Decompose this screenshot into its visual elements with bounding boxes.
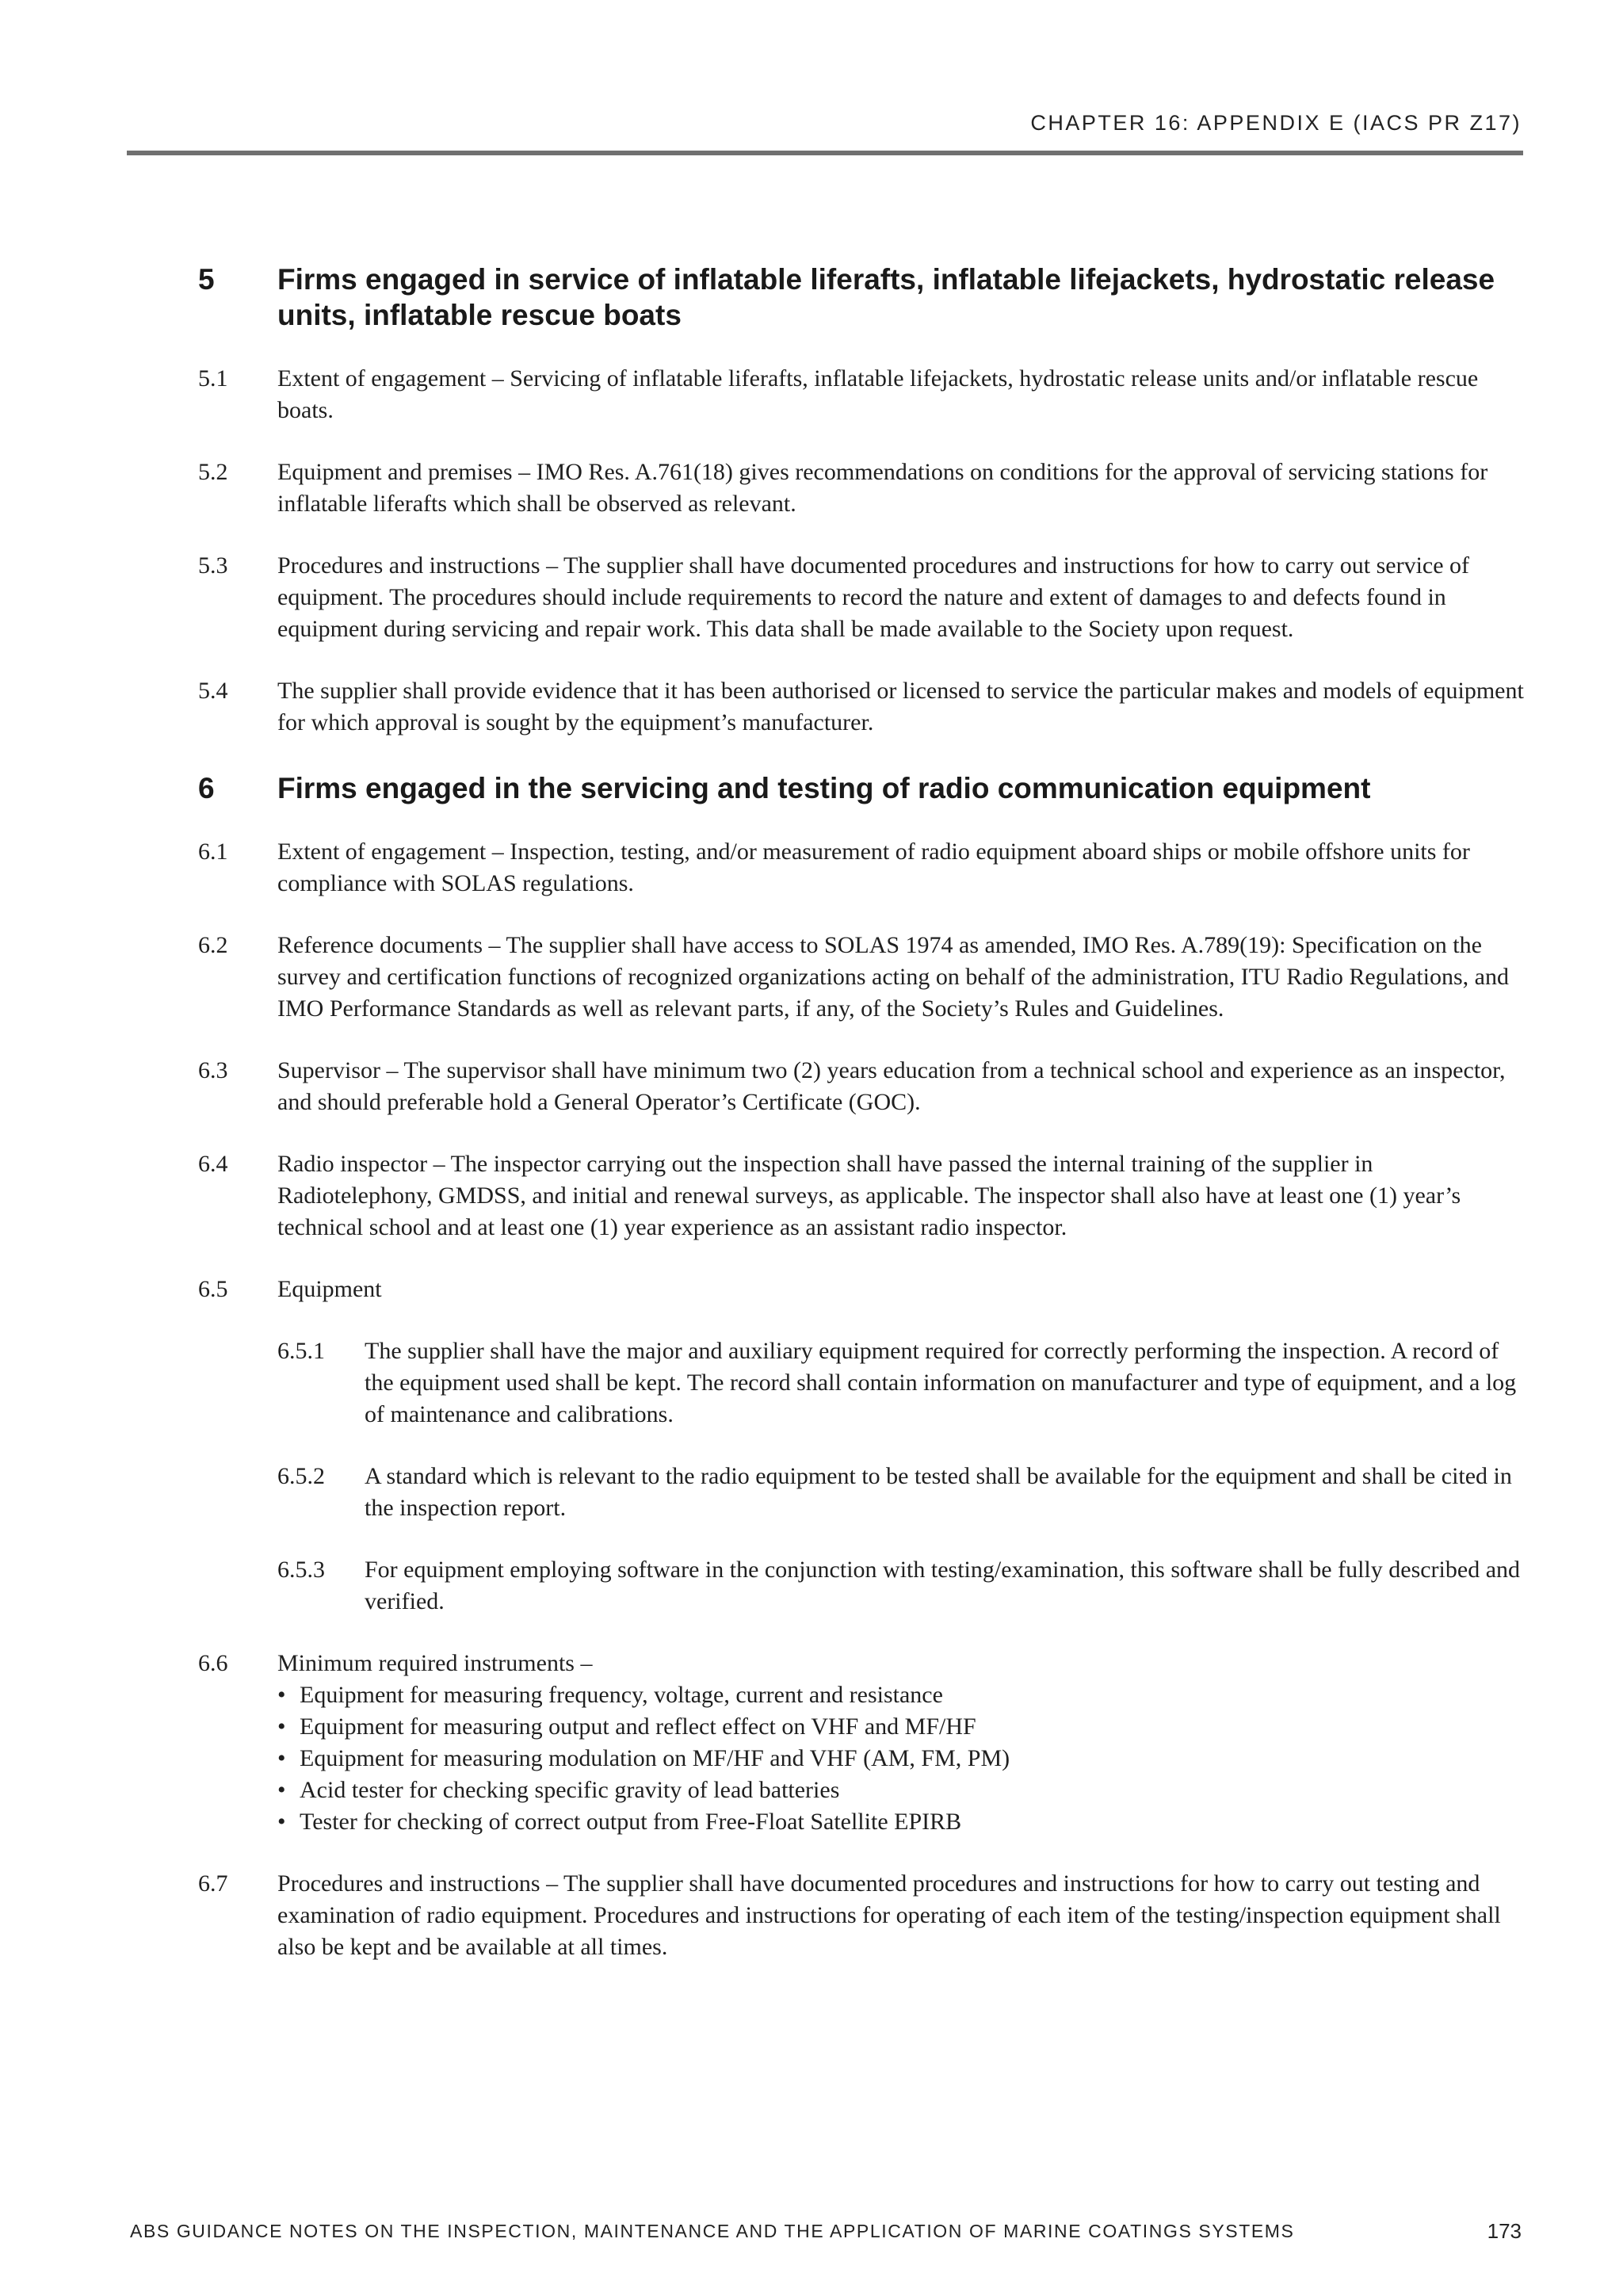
clause-6-5 [198, 1274, 1529, 1305]
clause-text: The supplier shall provide evidence that it has been authorised or licensed to service the particular makes and models of equipment for which approval is sought by the equipment’s manufacturer. [277, 678, 1524, 735]
bullet-glyph: • [277, 1777, 286, 1803]
clause-number: 5.2 [198, 459, 228, 485]
clause-5-1 [198, 363, 1529, 426]
clause-text: Reference documents – The supplier shall have access to SOLAS 1974 as amended, IMO Res. A.789(19): Specification on the survey and certification functions of recognized organizations acting on behalf of the administration, ITU Radio Regulations, and IMO Performance Standards as well as relevant parts, if any, of the Society’s Rules and Guidelines. [277, 932, 1509, 1022]
clause-text: Equipment and premises – IMO Res. A.761(18) gives recommendations on conditions for the approval of servicing stations for inflatable liferafts which shall be observed as relevant. [277, 459, 1488, 517]
clause-text: Supervisor – The supervisor shall have minimum two (2) years education from a technical school and experience as an inspector, and should preferable hold a General Operator’s Certificate (GOC). [277, 1057, 1506, 1115]
clause-6-5-1 [198, 1335, 1529, 1431]
list-item-text: Tester for checking of correct output from Free-Float Satellite EPIRB [300, 1809, 962, 1835]
list-item-text: Equipment for measuring modulation on MF/HF and VHF (AM, FM, PM) [300, 1745, 1010, 1771]
clause-6-6 [198, 1648, 1529, 1838]
clause-6-5-3 [198, 1554, 1529, 1618]
list-item [277, 1775, 1529, 1806]
clause-text: Procedures and instructions – The supplier shall have documented procedures and instructions for how to carry out service of equipment. The procedures should include requirements to record the nature and extent of damages to and defects found in equipment during servicing and repair work. This data shall be made available to the Society upon request. [277, 552, 1470, 642]
footer-publication-title: ABS GUIDANCE NOTES ON THE INSPECTION, MAINTENANCE AND THE APPLICATION OF MARINE COATINGS SYSTEMS [130, 2221, 1295, 2241]
section-number: 5 [198, 263, 215, 296]
clause-text: Radio inspector – The inspector carrying out the inspection shall have passed the internal training of the supplier in Radiotelephony, GMDSS, and initial and renewal surveys, as applicable. The inspector shall also have at least one (1) year’s technical school and at least one (1) year experience as an assistant radio inspector. [277, 1151, 1461, 1240]
clause-text: A standard which is relevant to the radio equipment to be tested shall be available for the equipment and shall be cited in the inspection report. [365, 1463, 1512, 1521]
list-item-text: Equipment for measuring frequency, voltage, current and resistance [300, 1682, 943, 1708]
clause-text: Equipment [277, 1276, 382, 1302]
clause-number: 6.5 [198, 1276, 228, 1302]
clause-5-3 [198, 550, 1529, 645]
clause-6-3 [198, 1055, 1529, 1118]
list-item [277, 1679, 1529, 1711]
clause-6-2 [198, 930, 1529, 1025]
section-title: Firms engaged in the servicing and testing of radio communication equipment [277, 772, 1371, 804]
section-title: Firms engaged in service of inflatable liferafts, inflatable lifejackets, hydrostatic release units, inflatable rescue boats [277, 263, 1495, 331]
section-heading-5 [198, 262, 1529, 333]
clause-text: Procedures and instructions – The supplier shall have documented procedures and instructions for how to carry out testing and examination of radio equipment. Procedures and instructions for operating of each item of the testing/inspection equipment shall also be kept and be available at all times. [277, 1870, 1501, 1960]
clause-number: 6.7 [198, 1870, 228, 1897]
clause-number: 6.5.2 [277, 1463, 325, 1489]
section-number: 6 [198, 772, 215, 804]
clause-5-2 [198, 457, 1529, 520]
header-rule [127, 151, 1523, 155]
list-item-text: Equipment for measuring output and reflect effect on VHF and MF/HF [300, 1713, 976, 1740]
clause-number: 6.1 [198, 839, 228, 865]
clause-6-5-2 [198, 1461, 1529, 1524]
clause-text: The supplier shall have the major and auxiliary equipment required for correctly performing the inspection. A record of the equipment used shall be kept. The record shall contain information on manufacturer and type of equipment, and a log of maintenance and calibrations. [365, 1338, 1517, 1427]
page-body [198, 262, 1529, 1993]
section-heading-6 [198, 770, 1529, 806]
clause-number: 5.3 [198, 552, 228, 579]
clause-number: 6.2 [198, 932, 228, 958]
clause-text: Extent of engagement – Servicing of inflatable liferafts, inflatable lifejackets, hydrostatic release units and/or inflatable rescue boats. [277, 365, 1479, 423]
clause-number: 5.1 [198, 365, 228, 392]
bullet-glyph: • [277, 1809, 286, 1835]
clause-text: Minimum required instruments – [277, 1650, 593, 1676]
running-head: CHAPTER 16: APPENDIX E (IACS PR Z17) [1030, 111, 1522, 135]
clause-6-4 [198, 1148, 1529, 1244]
clause-6-1 [198, 836, 1529, 900]
clause-number: 6.3 [198, 1057, 228, 1083]
clause-number: 6.6 [198, 1650, 228, 1676]
instrument-list [277, 1679, 1529, 1838]
list-item-text: Acid tester for checking specific gravity of lead batteries [300, 1777, 840, 1803]
bullet-glyph: • [277, 1713, 286, 1740]
page-number: 173 [1487, 2219, 1522, 2243]
clause-number: 6.4 [198, 1151, 228, 1177]
clause-number: 5.4 [198, 678, 228, 704]
list-item [277, 1806, 1529, 1838]
list-item [277, 1711, 1529, 1743]
bullet-glyph: • [277, 1682, 286, 1708]
clause-6-7 [198, 1868, 1529, 1963]
clause-5-4 [198, 675, 1529, 739]
clause-number: 6.5.1 [277, 1338, 325, 1364]
bullet-glyph: • [277, 1745, 286, 1771]
clause-text: For equipment employing software in the conjunction with testing/examination, this software shall be fully described and verified. [365, 1557, 1521, 1614]
clause-text: Extent of engagement – Inspection, testing, and/or measurement of radio equipment aboard ships or mobile offshore units for compliance with SOLAS regulations. [277, 839, 1470, 896]
list-item [277, 1743, 1529, 1775]
clause-number: 6.5.3 [277, 1557, 325, 1583]
